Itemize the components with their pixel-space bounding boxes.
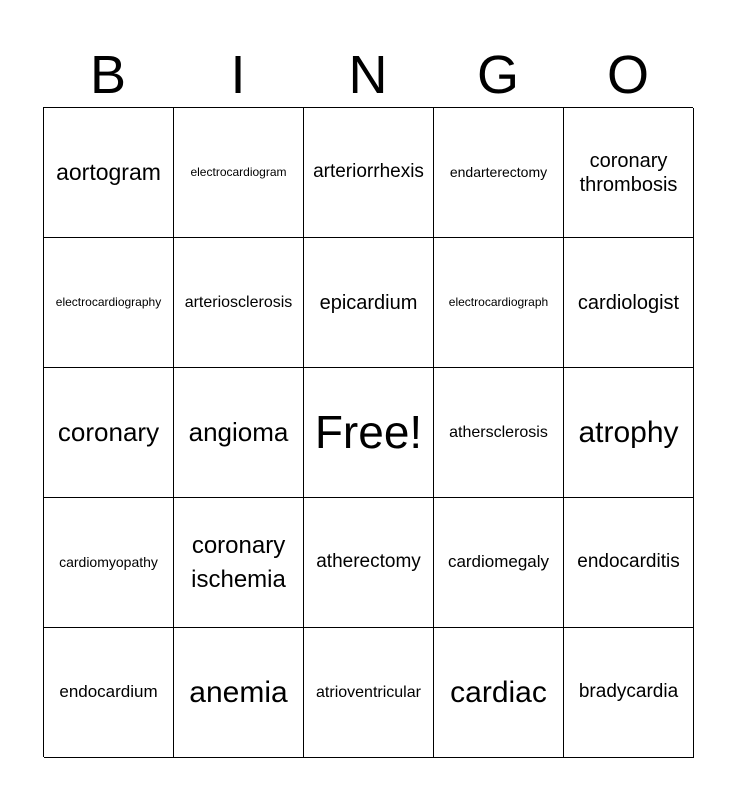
header-letter-i: I (230, 45, 246, 105)
bingo-cell: coronary thrombosis (564, 108, 694, 238)
header-letter-g: G (476, 45, 519, 105)
bingo-cell: cardiac (434, 628, 564, 758)
bingo-cell: atrophy (564, 368, 694, 498)
header-letter-n: N (348, 45, 388, 105)
bingo-cell: arteriosclerosis (174, 238, 304, 368)
bingo-cell: arteriorrhexis (304, 108, 434, 238)
bingo-cell: cardiomyopathy (44, 498, 174, 628)
bingo-cell: athersclerosis (434, 368, 564, 498)
bingo-cell: angioma (174, 368, 304, 498)
bingo-cell: cardiologist (564, 238, 694, 368)
free-space: Free! (304, 368, 434, 498)
bingo-grid (43, 107, 693, 757)
bingo-cell: electrocardiography (44, 238, 174, 368)
bingo-cell: endocarditis (564, 498, 694, 628)
bingo-cell: aortogram (44, 108, 174, 238)
bingo-cell: atherectomy (304, 498, 434, 628)
bingo-cell: atrioventricular (304, 628, 434, 758)
bingo-cell: bradycardia (564, 628, 694, 758)
bingo-cell: endarterectomy (434, 108, 564, 238)
header-letter-b: B (89, 45, 127, 105)
bingo-header (43, 44, 693, 106)
header-letter-o: O (606, 45, 649, 105)
bingo-cell: coronary ischemia (174, 498, 304, 628)
bingo-cell: anemia (174, 628, 304, 758)
bingo-cell: electrocardiograph (434, 238, 564, 368)
bingo-cell: epicardium (304, 238, 434, 368)
bingo-cell: endocardium (44, 628, 174, 758)
bingo-cell: cardiomegaly (434, 498, 564, 628)
bingo-cell: coronary (44, 368, 174, 498)
bingo-cell: electrocardiogram (174, 108, 304, 238)
